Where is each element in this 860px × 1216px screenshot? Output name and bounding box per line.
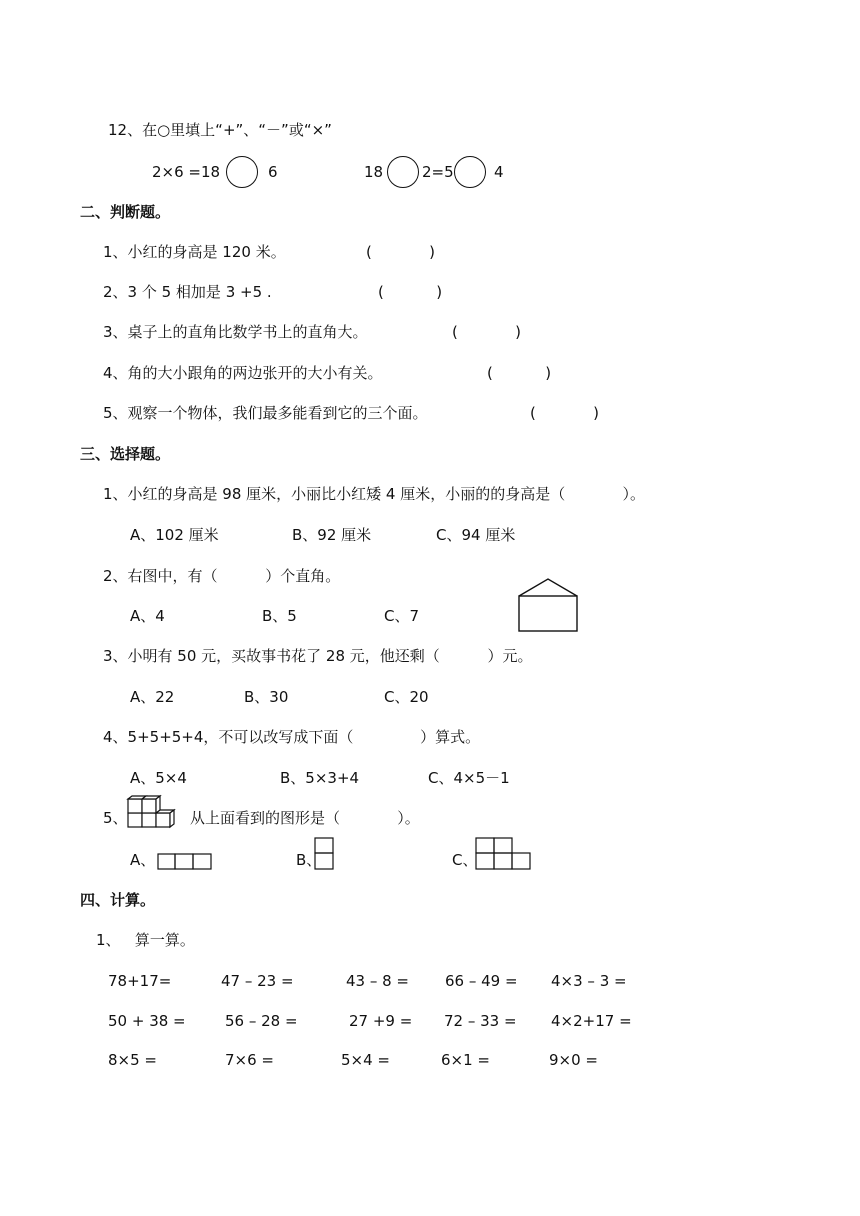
calc-problem: 4×2+17 =: [551, 1012, 632, 1030]
option-c[interactable]: C、: [452, 851, 478, 869]
judgement-item: 3、桌子上的直角比数学书上的直角大。: [103, 323, 368, 341]
choice-question: 从上面看到的图形是（ ）。: [190, 809, 420, 827]
choice-question: 1、小红的身高是 98 厘米，小丽比小红矮 4 厘米，小丽的的身高是（ ）。: [103, 485, 645, 503]
calc-problem: 27 +9 =: [349, 1012, 413, 1030]
calc-problem: 72 – 33 =: [444, 1012, 517, 1030]
judgement-item: 2、3 个 5 相加是 3 +5 .: [103, 283, 272, 301]
calc-problem: 7×6 =: [225, 1051, 274, 1069]
equation-2-part-c: 4: [494, 163, 504, 181]
equation-2-part-b: 2=5: [422, 163, 454, 181]
calc-problem: 9×0 =: [549, 1051, 598, 1069]
judgement-item: 5、观察一个物体，我们最多能看到它的三个面。: [103, 404, 428, 422]
option-a[interactable]: A、4: [130, 607, 165, 625]
equation-1-right: 6: [268, 163, 278, 181]
calc-problem: 4×3 – 3 =: [551, 972, 627, 990]
calc-problem: 56 – 28 =: [225, 1012, 298, 1030]
choice-question: 3、小明有 50 元，买故事书花了 28 元，他还剩（ ）元。: [103, 647, 533, 665]
option-c[interactable]: C、20: [384, 688, 429, 706]
calc-problem: 43 – 8 =: [346, 972, 410, 990]
house-figure: [517, 577, 579, 633]
equation-2-part-a: 18: [364, 163, 384, 181]
judgement-item: 4、角的大小跟角的两边张开的大小有关。: [103, 364, 383, 382]
option-b[interactable]: B、92 厘米: [292, 526, 372, 544]
calc-problem: 6×1 =: [441, 1051, 490, 1069]
section-title: 四、计算。: [80, 891, 156, 909]
question-12-title: 12、在○里填上“+”、“－”或“×”: [108, 121, 332, 139]
answer-parenthesis[interactable]: ( ): [366, 243, 435, 261]
choice-question: 2、右图中，有（ ）个直角。: [103, 567, 341, 585]
cube-stack-figure: [126, 796, 178, 830]
option-c[interactable]: C、4×5－1: [428, 769, 510, 787]
calc-problem: 78+17=: [108, 972, 172, 990]
calc-problem: 5×4 =: [341, 1051, 390, 1069]
answer-parenthesis[interactable]: ( ): [487, 364, 552, 382]
calc-problem: 50 + 38 =: [108, 1012, 186, 1030]
answer-parenthesis[interactable]: ( ): [378, 283, 443, 301]
option-a[interactable]: A、102 厘米: [130, 526, 219, 544]
judgement-item: 1、小红的身高是 120 米。: [103, 243, 286, 261]
option-b-figure: [312, 836, 336, 872]
calc-problem: 8×5 =: [108, 1051, 157, 1069]
option-a[interactable]: A、: [130, 851, 156, 869]
answer-circle[interactable]: [226, 156, 258, 188]
calc-problem: 66 – 49 =: [445, 972, 518, 990]
option-c-figure: [473, 836, 533, 872]
calc-problem: 47 – 23 =: [221, 972, 294, 990]
option-b[interactable]: B、30: [244, 688, 289, 706]
subsection-title: 1、 算一算。: [96, 931, 195, 949]
equation-1-left: 2×6 =18: [152, 163, 221, 181]
option-c[interactable]: C、94 厘米: [436, 526, 516, 544]
choice-question-number: 5、: [103, 809, 128, 827]
answer-parenthesis[interactable]: ( ): [530, 404, 599, 422]
choice-question: 4、5+5+5+4，不可以改写成下面（ ）算式。: [103, 728, 481, 746]
option-a[interactable]: A、22: [130, 688, 175, 706]
option-b[interactable]: B、: [296, 851, 322, 869]
option-b[interactable]: B、5: [262, 607, 297, 625]
option-a-figure: [156, 852, 214, 872]
option-a[interactable]: A、5×4: [130, 769, 187, 787]
option-b[interactable]: B、5×3+4: [280, 769, 360, 787]
answer-circle[interactable]: [454, 156, 486, 188]
option-c[interactable]: C、7: [384, 607, 420, 625]
section-title: 三、选择题。: [80, 445, 171, 463]
section-title: 二、判断题。: [80, 203, 171, 221]
answer-circle[interactable]: [387, 156, 419, 188]
answer-parenthesis[interactable]: ( ): [452, 323, 521, 341]
